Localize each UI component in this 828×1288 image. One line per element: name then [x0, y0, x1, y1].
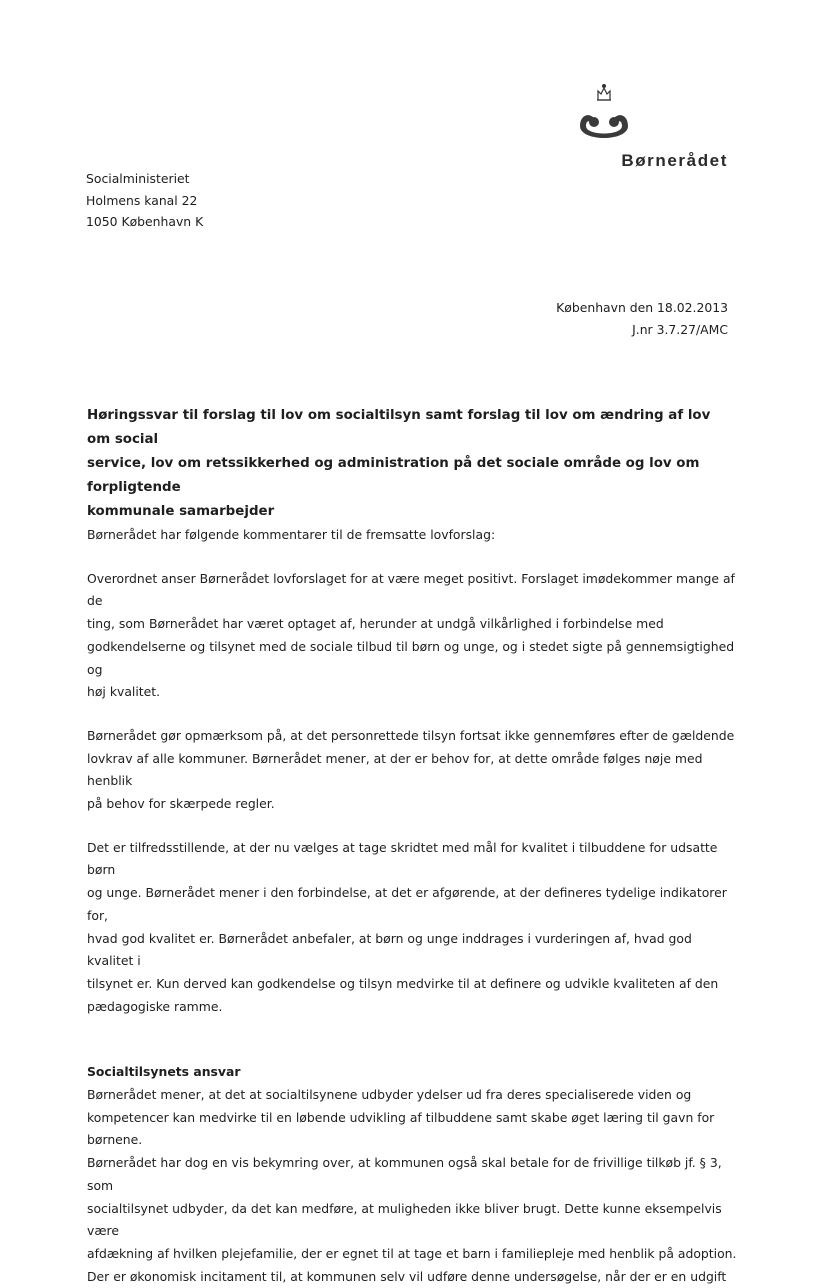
paragraph: Børnerådet mener, at det at socialtilsynene udbyder ydelser ud fra deres specialiserede viden og kompetencer kan medvirke til en løbende udvikling af tilbuddene samt skabe øget læring til gavn for børnene. [87, 1087, 715, 1148]
borneradet-logo [560, 74, 730, 178]
recipient-city: 1050 København K [86, 214, 204, 229]
crown-logo-icon [574, 78, 652, 148]
letter-date: København den 18.02.2013 [556, 300, 728, 315]
letter-body [87, 404, 737, 1288]
title-line: kommunale samarbejder [87, 504, 275, 519]
recipient-name: Socialministeriet [86, 171, 190, 186]
paragraph: Børnerådet gør opmærksom på, at det personrettede tilsyn fortsat ikke gennemføres efter de gældende lovkrav af alle kommuner. Børnerådet mener, at der er behov for, at dette område følges nøje med henblik på behov for skærpede regler. [87, 727, 735, 812]
paragraph: Det er tilfredsstillende, at der nu vælges at tage skridtet med mål for kvalitet i tilbuddene for udsatte børn og unge. Børnerådet mener i den forbindelse, at det er afgørende, at der defineres tydelige indikatorer for, hvad god kvalitet er. Børnerådet anbefaler, at børn og unge inddrages i vurderingen af, hvad god kvalitet i tilsynet er. Kun derved kan godkendelse og tilsyn medvirke til at definere og udvikle kvaliteten af den pædagogiske ramme. [87, 839, 727, 1014]
document-title [87, 404, 737, 524]
title-line: Høringssvar til forslag til lov om socialtilsyn samt forslag til lov om ændring af lov om social [87, 408, 711, 447]
title-line: service, lov om retssikkerhed og administration på det sociale område og lov om forpligtende [87, 456, 700, 495]
logo-wordmark: Børnerådet [621, 151, 728, 170]
paragraph: Overordnet anser Børnerådet lovforslaget for at være meget positivt. Forslaget imødekommer mange af de ting, som Børnerådet har været optaget af, herunder at undgå vilkårlighed i forbindelse med godkendelserne og tilsynet med de sociale tilbud til børn og unge, og i stedet sigte på gennemsigtighed og høj kvalitet. [87, 570, 735, 700]
recipient-street: Holmens kanal 22 [86, 192, 198, 208]
section-heading: Socialtilsynets ansvar [87, 1064, 241, 1080]
recipient-address [86, 168, 203, 233]
paragraph: Børnerådet har dog en vis bekymring over, at kommunen også skal betale for de frivillige tilkøb jf. § 3, som socialtilsynet udbyder, da det kan medføre, at muligheden ikke bliver brugt. Dette kunne eksempelvis være afdækning af hvilken plejefamilie, der er egnet til at tage et barn i familiepleje med henblik på adoption. Der er økonomisk incitament til, at kommunen selv vil udføre denne undersøgelse, når der er en udgift [87, 1155, 737, 1284]
journal-number: J.nr 3.7.27/AMC [632, 321, 728, 337]
paragraph: Børnerådet har følgende kommentarer til de fremsatte lovforslag: [87, 527, 496, 542]
date-reference [556, 297, 728, 340]
